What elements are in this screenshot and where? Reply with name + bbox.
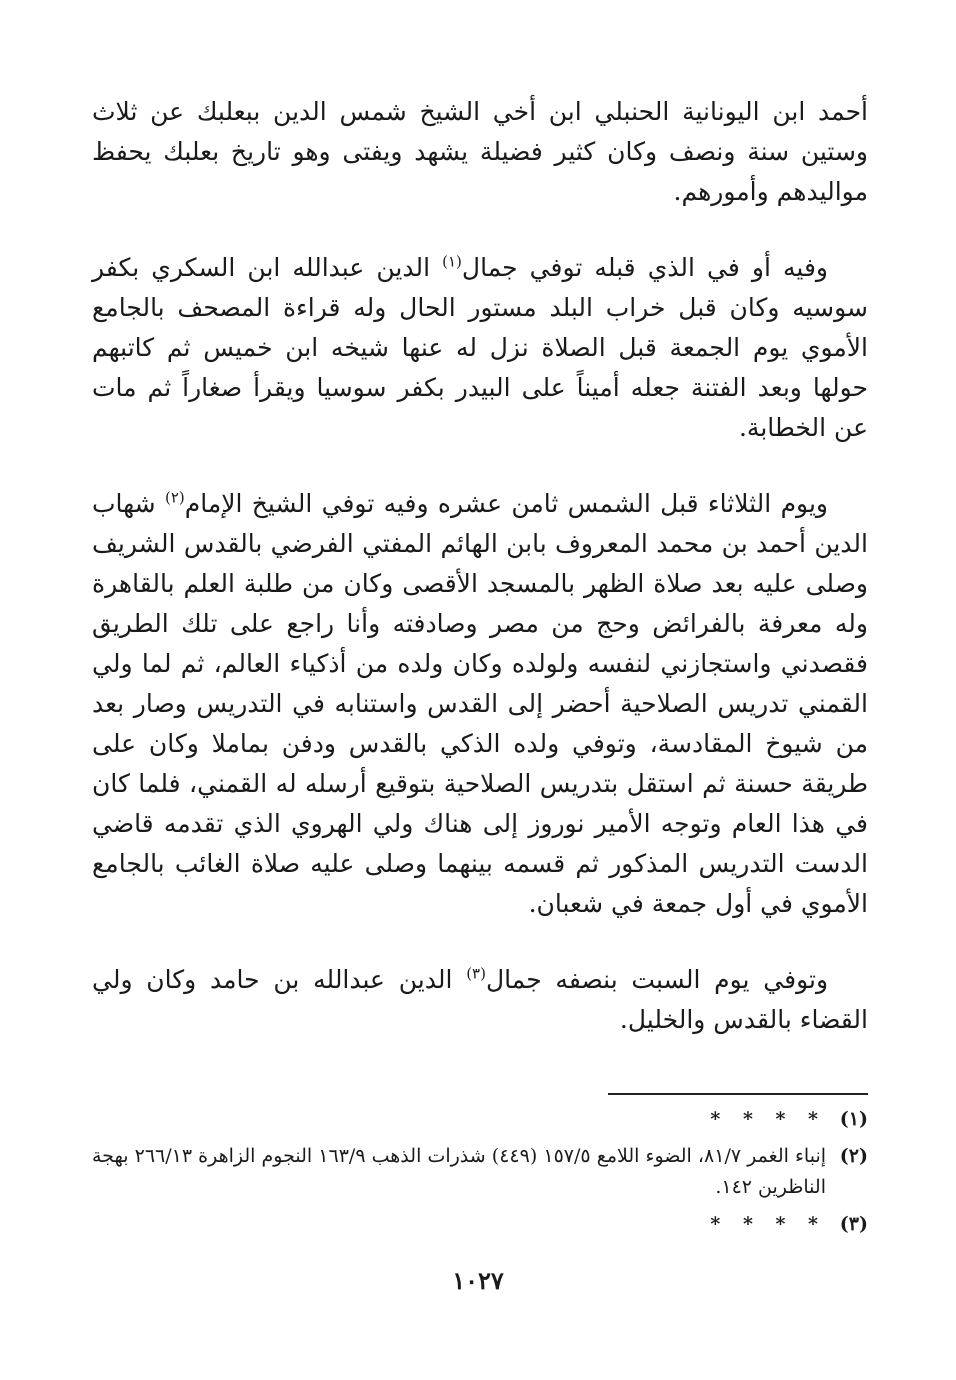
paragraph-2-text-after: الدين عبدالله ابن السكري بكفر سوسيه وكان قبل خراب البلد مستور الحال وله قراءة المصحف بالجامع الأموي يوم الجمعة قبل الصلاة نزل له عنها شيخه ابن خميس ثم كاتبهم حولها وبعد الفتنة جعله أميناً على البيدر بكفر سوسيا ويقرأ صغاراً ثم مات عن الخطابة.	[92, 253, 868, 442]
paragraph-1-text: أحمد ابن اليونانية الحنبلي ابن أخي الشيخ شمس الدين ببعلبك عن ثلاث وستين سنة ونصف وكان كثير فضيلة يشهد ويفتى وهو تاريخ بعلبك يحفظ مواليدهم وأمورهم.	[92, 97, 868, 206]
footnote-2	[92, 1141, 868, 1203]
footnote-2-text: إنباء الغمر ٨١/٧، الضوء اللامع ١٥٧/٥ (٤٤٩) شذرات الذهب ١٦٣/٩ النجوم الزاهرة ٢٦٦/١٣ بهجة الناظرين ١٤٢.	[92, 1145, 827, 1198]
footnote-divider	[608, 1093, 868, 1095]
paragraph-4-text-before: وتوفي يوم السبت بنصفه جمال	[485, 965, 829, 994]
footnote-1	[92, 1104, 868, 1135]
footnote-3-number: (٣)	[839, 1213, 868, 1235]
footnote-1-number: (١)	[839, 1108, 868, 1130]
footnote-ref-3[interactable]: (٣)	[466, 964, 486, 983]
footnote-3-text: * * * *	[710, 1213, 826, 1235]
footnote-3	[92, 1209, 868, 1240]
paragraph-3-text-after: شهاب الدين أحمد بن محمد المعروف بابن الهائم المفتي الفرضي بالقدس الشريف وصلى عليه بعد صلاة الظهر بالمسجد الأقصى وكان من طلبة العلم بالقاهرة وله معرفة بالفرائض وحج من مصر وصادفته وأنا راجع على تلك الطريق فقصدني واستجازني لنفسه ولولده وكان ولده من أذكياء العالم، ثم لما ولي القمني تدريس الصلاحية أحضر إلى القدس واستنابه في التدريس وصار بعد من شيوخ المقادسة، وتوفي ولده الذكي بالقدس ودفن بماملا وكان على طريقة حسنة ثم استقل بتدريس الصلاحية بتوقيع أرسله له القمني، فلما كان في هذا العام وتوجه الأمير نوروز إلى هناك ولي الهروي الذي تقدمه قاضي الدست التدريس المذكور ثم قسمه بينهما وصلى عليه صلاة الغائب بالجامع الأموي في أول جمعة في شعبان.	[92, 489, 868, 918]
paragraph-3-text-before: ويوم الثلاثاء قبل الشمس ثامن عشره وفيه توفي الشيخ الإمام	[184, 489, 828, 518]
footnote-ref-1[interactable]: (١)	[442, 252, 462, 271]
paragraph-4-text-after: الدين عبدالله بن حامد وكان ولي القضاء بالقدس والخليل.	[92, 965, 868, 1034]
footnote-ref-2[interactable]: (٢)	[164, 488, 185, 507]
paragraph-4	[92, 960, 868, 1040]
page-number: ١٠٢٧	[452, 1266, 504, 1295]
paragraph-2-text-before: وفيه أو في الذي قبله توفي جمال	[461, 253, 828, 282]
main-text	[92, 92, 868, 1076]
footnotes	[92, 1104, 868, 1246]
paragraph-2	[92, 248, 868, 448]
paragraph-3	[92, 484, 868, 924]
paragraph-1	[92, 92, 868, 212]
footnote-1-text: * * * *	[710, 1108, 826, 1130]
footnote-2-number: (٢)	[839, 1145, 868, 1167]
